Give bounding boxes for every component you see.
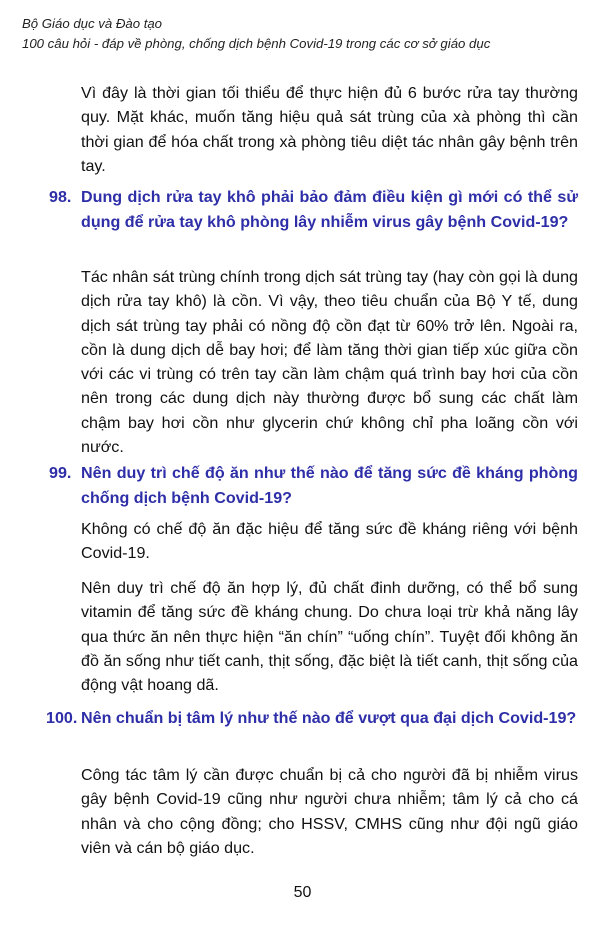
question-100-text: Nên chuẩn bị tâm lý như thế nào để vượt qua đại dịch Covid-19? (81, 709, 577, 727)
question-98-number: 98. (49, 188, 72, 206)
question-99-number: 99. (49, 464, 72, 482)
intro-paragraph: Vì đây là thời gian tối thiểu để thực hiện đủ 6 bước rửa tay thường quy. Mặt khác, muốn tăng hiệu quả sát trùng của xà phòng thì cần thời gian để hóa chất trong xà phòng tiêu diệt tác nhân gây bệnh trên tay. (81, 84, 578, 175)
header-title: 100 câu hỏi - đáp về phòng, chống dịch bệnh Covid-19 trong các cơ sở giáo dục (22, 36, 491, 51)
answer-98-paragraph-1: Tác nhân sát trùng chính trong dịch sát trùng tay (hay còn gọi là dung dịch rửa tay khô) là cồn. Vì vậy, theo tiêu chuẩn của Bộ Y tế, dung dịch sát trùng tay phải có nồng độ cồn đạt từ 60% trở lên. Ngoài ra, cồn là dung dịch dễ bay hơi; để làm tăng thời gian tiếp xúc giữa cồn với các vi trùng có trên tay cần làm chậm quá trình bay hơi của cồn nên trong các dung dịch này thường được bổ sung các chất làm chậm bay hơi cồn như glycerin chứ không chỉ pha loãng cồn với nước. (81, 268, 578, 457)
question-100-number: 100. (46, 709, 78, 727)
header-org: Bộ Giáo dục và Đào tạo (22, 16, 163, 31)
question-99-text: Nên duy trì chế độ ăn như thế nào để tăng sức đề kháng phòng chống dịch bệnh Covid-19? (81, 464, 578, 507)
answer-100-paragraph-1: Công tác tâm lý cần được chuẩn bị cả cho người đã bị nhiễm virus gây bệnh Covid-19 cũng như người chưa nhiễm; tâm lý cả cho cá nhân và cho cộng đồng; cho HSSV, CMHS cũng như đội ngũ giáo viên và cán bộ giáo dục. (81, 766, 578, 857)
page-header (22, 14, 592, 54)
question-98-text: Dung dịch rửa tay khô phải bảo đảm điều kiện gì mới có thể sử dụng để rửa tay khô phòng lây nhiễm virus gây bệnh Covid-19? (81, 188, 578, 231)
answer-99-paragraph-1: Không có chế độ ăn đặc hiệu để tăng sức đề kháng riêng với bệnh Covid-19. (81, 520, 578, 563)
page-number: 50 (293, 884, 312, 901)
answer-99-paragraph-2: Nên duy trì chế độ ăn hợp lý, đủ chất đinh dưỡng, có thể bổ sung vitamin để tăng sức đề kháng chung. Do chưa loại trừ khả năng lây qua thức ăn nên thực hiện “ăn chín” “uống chín”. Tuyệt đối không ăn đồ ăn sống như tiết canh, thịt sống, đặc biệt là tiết canh, thịt sống của động vật hoang dã. (81, 579, 578, 695)
